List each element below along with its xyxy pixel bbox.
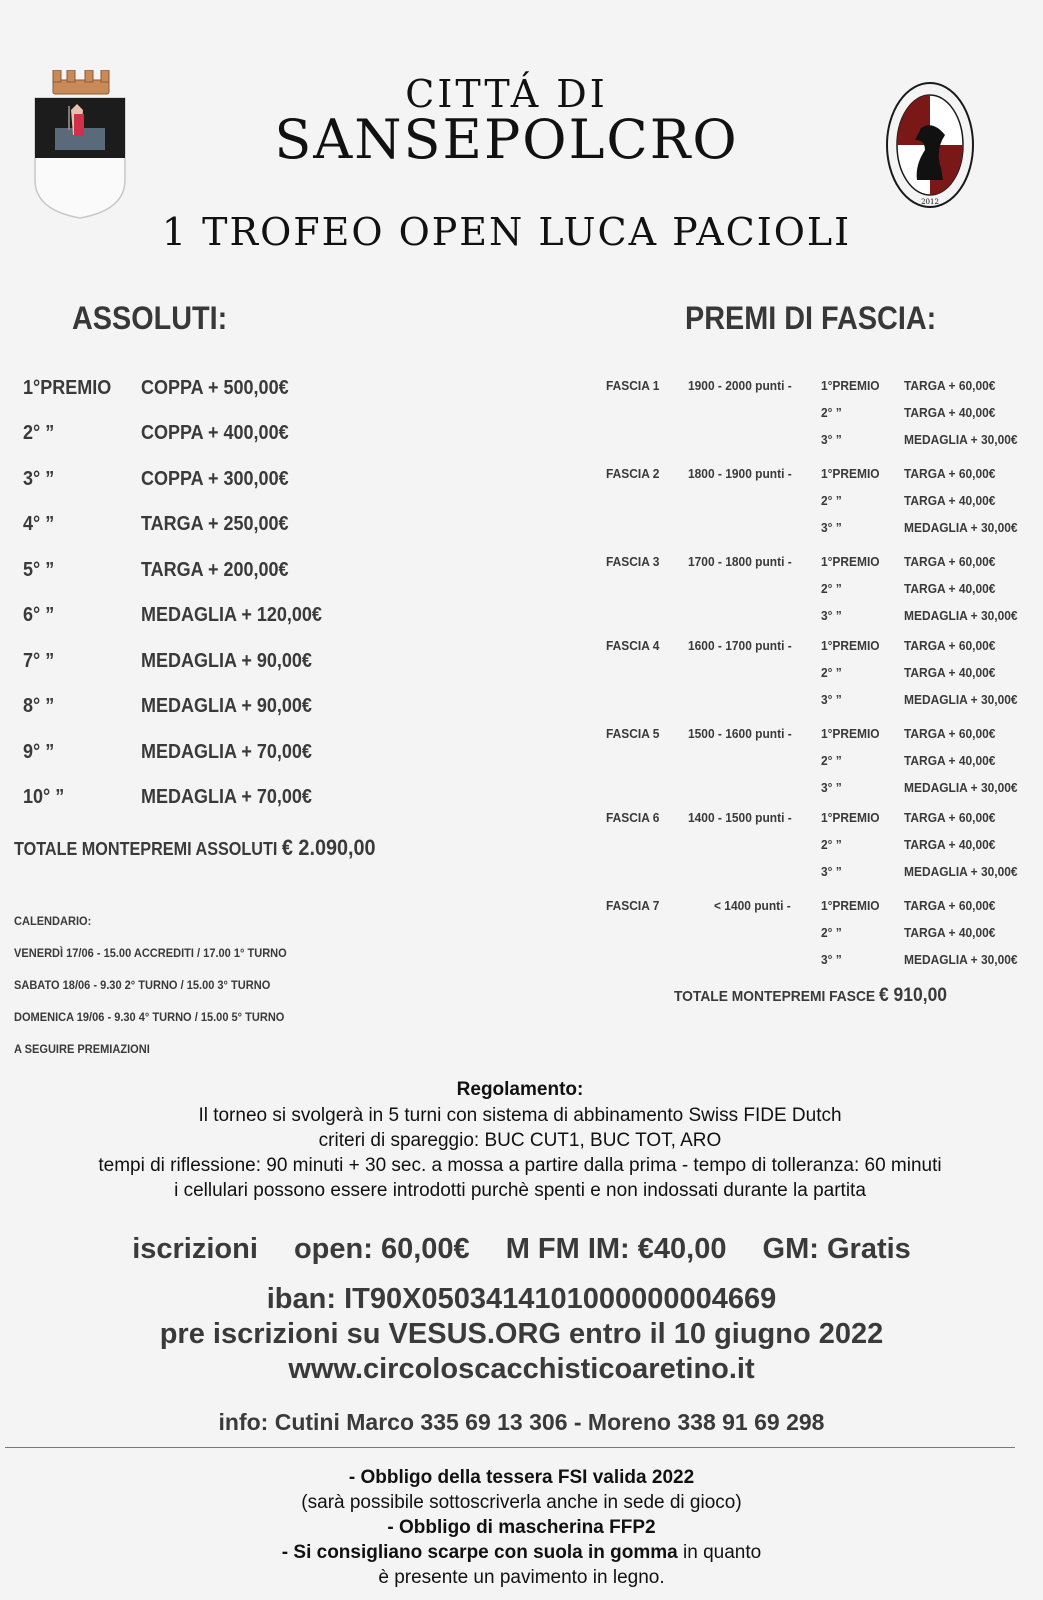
titled-fee: M FM IM: €40,00 <box>505 1233 727 1265</box>
prize-label: TARGA + 250,00€ <box>141 513 289 535</box>
fascia-range: 1400 - 1500 punti - <box>688 810 792 825</box>
fascia-prize: TARGA + 60,00€ <box>904 810 996 825</box>
fascia-position: 1°PREMIO <box>821 726 880 741</box>
prize-label: TARGA + 200,00€ <box>141 559 289 581</box>
fascia-prize: TARGA + 40,00€ <box>904 925 996 940</box>
regolamento-line: i cellulari possono essere introdotti purchè spenti e non indossati durante la partita <box>174 1180 866 1201</box>
position-label: 6° ” <box>23 604 55 626</box>
fascia-prize: MEDAGLIA + 30,00€ <box>904 952 1018 967</box>
calendar-line: VENERDÌ 17/06 - 15.00 ACCREDITI / 17.00 1° TURNO <box>14 946 287 960</box>
iban: iban: IT90X0503414101000000004669 <box>266 1283 777 1315</box>
calendar-line: DOMENICA 19/06 - 9.30 4° TURNO / 15.00 5° TURNO <box>14 1010 285 1024</box>
assoluti-total-label: TOTALE MONTEPREMI ASSOLUTI <box>14 839 278 859</box>
tournament-title: 1 TROFEO OPEN LUCA PACIOLI <box>161 210 852 254</box>
regolamento-line: criteri di spareggio: BUC CUT1, BUC TOT, ARO <box>318 1130 722 1151</box>
position-label: 9° ” <box>23 741 55 763</box>
gm-fee: GM: Gratis <box>762 1233 911 1265</box>
assoluti-total-amount: € 2.090,00 <box>281 835 376 860</box>
iscrizioni-line <box>0 1233 1043 1266</box>
fascia-prize: TARGA + 40,00€ <box>904 581 996 596</box>
premi-fascia-title: PREMI DI FASCIA: <box>685 300 937 336</box>
fascia-prize: TARGA + 40,00€ <box>904 493 996 508</box>
position-label: 3° ” <box>23 468 55 490</box>
calendar-line: A SEGUIRE PREMIAZIONI <box>14 1042 150 1056</box>
note-shoes-bold: - Si consigliano scarpe con suola in gomma <box>281 1542 678 1563</box>
regolamento-line: tempi di riflessione: 90 minuti + 30 sec. a mossa a partire dalla prima - tempo di tolleranza: 60 minuti <box>98 1155 942 1176</box>
fascia-range: 1800 - 1900 punti - <box>688 466 792 481</box>
fascia-prize: MEDAGLIA + 30,00€ <box>904 432 1018 447</box>
prize-label: MEDAGLIA + 90,00€ <box>141 695 312 717</box>
divider <box>5 1447 1015 1448</box>
fasce-total <box>674 985 947 1007</box>
fascia-name: FASCIA 1 <box>606 378 660 393</box>
prize-label: MEDAGLIA + 70,00€ <box>141 741 312 763</box>
position-label: 10° ” <box>23 786 65 808</box>
regolamento-title: Regolamento: <box>456 1079 584 1100</box>
fascia-position: 2° ” <box>821 925 842 940</box>
fascia-position: 1°PREMIO <box>821 898 880 913</box>
position-label: 8° ” <box>23 695 55 717</box>
note-shoes <box>0 1542 1043 1564</box>
fascia-position: 3° ” <box>821 432 842 447</box>
fascia-position: 1°PREMIO <box>821 466 880 481</box>
fascia-position: 2° ” <box>821 753 842 768</box>
club-logo-year: 2012 <box>921 198 939 206</box>
note-floor: è presente un pavimento in legno. <box>378 1567 665 1588</box>
fascia-prize: TARGA + 60,00€ <box>904 378 996 393</box>
fascia-prize: TARGA + 60,00€ <box>904 898 996 913</box>
position-label: 7° ” <box>23 650 55 672</box>
pre-registration: pre iscrizioni su VESUS.ORG entro il 10 giugno 2022 <box>159 1318 884 1350</box>
fascia-position: 2° ” <box>821 581 842 596</box>
fasce-total-label: TOTALE MONTEPREMI FASCE <box>674 988 876 1005</box>
fascia-range: < 1400 punti - <box>714 898 791 913</box>
note-fsi-text: - Obbligo della tessera FSI valida 2022 <box>348 1467 695 1488</box>
prize-label: MEDAGLIA + 90,00€ <box>141 650 312 672</box>
position-label: 4° ” <box>23 513 55 535</box>
note-mask <box>0 1517 1043 1539</box>
city-title-line2: SANSEPOLCRO <box>274 108 739 171</box>
fascia-name: FASCIA 5 <box>606 726 660 741</box>
fascia-position: 2° ” <box>821 405 842 420</box>
fascia-prize: MEDAGLIA + 30,00€ <box>904 780 1018 795</box>
prize-label: MEDAGLIA + 120,00€ <box>141 604 322 626</box>
open-fee: open: 60,00€ <box>293 1233 470 1265</box>
note-fsi-detail: (sarà possibile sottoscriverla anche in sede di gioco) <box>301 1492 742 1513</box>
prize-label: COPPA + 300,00€ <box>141 468 289 490</box>
prize-label: COPPA + 400,00€ <box>141 422 289 444</box>
fascia-position: 1°PREMIO <box>821 638 880 653</box>
fascia-position: 1°PREMIO <box>821 378 880 393</box>
fascia-position: 1°PREMIO <box>821 810 880 825</box>
fascia-name: FASCIA 2 <box>606 466 660 481</box>
fascia-prize: TARGA + 40,00€ <box>904 837 996 852</box>
note-fsi <box>0 1467 1043 1489</box>
fascia-name: FASCIA 7 <box>606 898 660 913</box>
fasce-total-amount: € 910,00 <box>878 985 948 1006</box>
fascia-prize: TARGA + 40,00€ <box>904 665 996 680</box>
fascia-prize: TARGA + 60,00€ <box>904 726 996 741</box>
position-label: 5° ” <box>23 559 55 581</box>
calendar-line: SABATO 18/06 - 9.30 2° TURNO / 15.00 3° TURNO <box>14 978 271 992</box>
chess-club-logo <box>885 80 975 210</box>
fascia-prize: TARGA + 60,00€ <box>904 554 996 569</box>
fascia-range: 1700 - 1800 punti - <box>688 554 792 569</box>
calendar-title: CALENDARIO: <box>14 914 92 928</box>
fascia-range: 1500 - 1600 punti - <box>688 726 792 741</box>
info-contacts: info: Cutini Marco 335 69 13 306 - Moreno 338 91 69 298 <box>218 1409 825 1435</box>
fascia-prize: TARGA + 60,00€ <box>904 638 996 653</box>
fascia-range: 1600 - 1700 punti - <box>688 638 792 653</box>
fascia-prize: TARGA + 60,00€ <box>904 466 996 481</box>
fascia-position: 3° ” <box>821 692 842 707</box>
fascia-position: 3° ” <box>821 608 842 623</box>
note-shoes-rest: in quanto <box>677 1542 762 1563</box>
fascia-position: 3° ” <box>821 780 842 795</box>
fascia-prize: TARGA + 40,00€ <box>904 753 996 768</box>
fascia-name: FASCIA 4 <box>606 638 660 653</box>
fascia-position: 2° ” <box>821 665 842 680</box>
fascia-name: FASCIA 6 <box>606 810 660 825</box>
website-link[interactable]: www.circoloscacchisticoaretino.it <box>288 1353 755 1385</box>
assoluti-total <box>14 835 376 861</box>
fascia-position: 3° ” <box>821 864 842 879</box>
fascia-prize: MEDAGLIA + 30,00€ <box>904 692 1018 707</box>
fascia-position: 1°PREMIO <box>821 554 880 569</box>
fascia-position: 3° ” <box>821 952 842 967</box>
position-label: 2° ” <box>23 422 55 444</box>
prize-label: COPPA + 500,00€ <box>141 377 289 399</box>
fascia-name: FASCIA 3 <box>606 554 660 569</box>
prize-label: MEDAGLIA + 70,00€ <box>141 786 312 808</box>
fascia-prize: MEDAGLIA + 30,00€ <box>904 520 1018 535</box>
fascia-prize: MEDAGLIA + 30,00€ <box>904 864 1018 879</box>
fascia-position: 3° ” <box>821 520 842 535</box>
iscrizioni-label: iscrizioni <box>132 1233 258 1265</box>
regolamento-line: Il torneo si svolgerà in 5 turni con sistema di abbinamento Swiss FIDE Dutch <box>198 1105 842 1126</box>
position-label: 1°PREMIO <box>23 377 112 399</box>
city-title-line1: CITTÁ DI <box>405 72 608 116</box>
assoluti-title: ASSOLUTI: <box>72 300 228 336</box>
fascia-prize: TARGA + 40,00€ <box>904 405 996 420</box>
fascia-position: 2° ” <box>821 837 842 852</box>
fascia-position: 2° ” <box>821 493 842 508</box>
fascia-range: 1900 - 2000 punti - <box>688 378 792 393</box>
note-mask-text: - Obbligo di mascherina FFP2 <box>387 1517 656 1538</box>
fascia-prize: MEDAGLIA + 30,00€ <box>904 608 1018 623</box>
